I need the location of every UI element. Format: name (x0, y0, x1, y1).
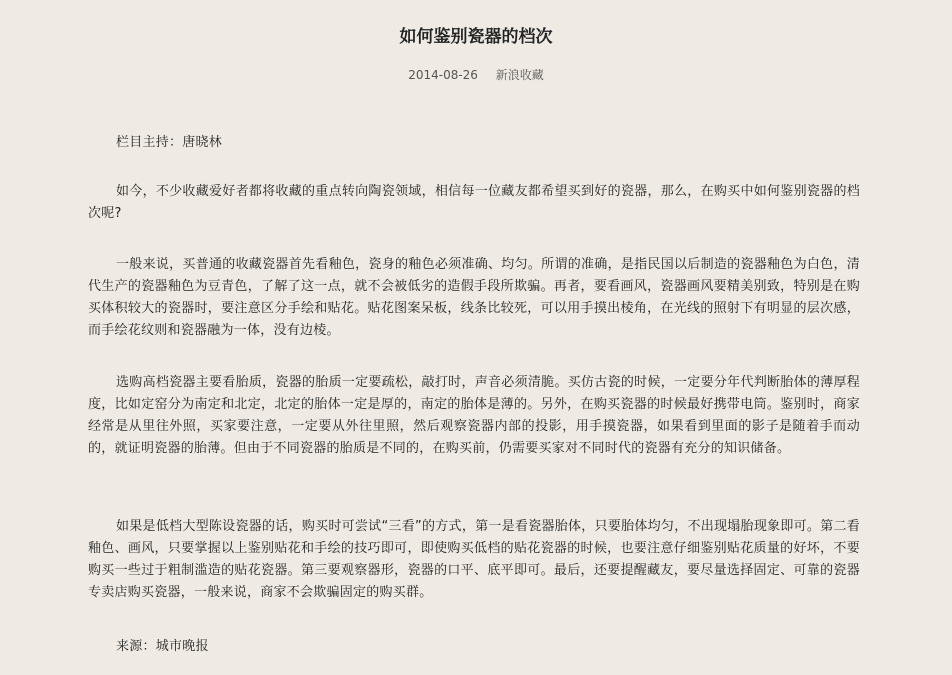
column-host-line: 栏目主持：唐晓林 (116, 135, 223, 150)
paragraph-three-checks: 如果是低档大型陈设瓷器的话，购买时可尝试“三看”的方式，第一是看瓷器胎体，只要胎体均匀，不出现塌胎现象即可。第二看釉色、画风，只要掌握以上鉴别贴花和手绘的技巧即可，即使购买低档的贴花瓷器的时候，也要注意仔细鉴别贴花质量的好坏，不要购买一些过于粗制滥造的贴花瓷器。第三要观察器形，瓷器的口平、底平即可。最后，还要提醒藏友，要尽量选择固定、可靠的瓷器专卖店购买瓷器，一般来说，商家不会欺骗固定的购买群。 (88, 519, 860, 600)
paragraph-glaze-and-painting: 一般来说，买普通的收藏瓷器首先看釉色，瓷身的釉色必须准确、均匀。所谓的准确，是指民国以后制造的瓷器釉色为白色，清代生产的瓷器釉色为豆青色，了解了这一点，就不会被低劣的造假手段所欺骗。再者，要看画风，瓷器画风要精美别致，特别是在购买体积较大的瓷器时，要注意区分手绘和贴花。贴花图案呆板，线条比较死，可以用手摸出棱角，在光线的照射下有明显的层次感，而手绘花纹则和瓷器融为一体，没有边棱。 (88, 257, 860, 338)
paragraph-body-quality: 选购高档瓷器主要看胎质，瓷器的胎质一定要疏松，敲打时，声音必须清脆。买仿古瓷的时候，一定要分年代判断胎体的薄厚程度，比如定窑分为南定和北定，北定的胎体一定是厚的，南定的胎体是薄的。另外，在购买瓷器的时候最好携带电筒。鉴别时，商家经常是从里往外照，买家要注意，一定要从外往里照，然后观察瓷器内部的投影，用手摸瓷器，如果看到里面的影子是随着手而动的，就证明瓷器的胎薄。但由于不同瓷器的胎质是不同的，在购买前，仍需要买家对不同时代的瓷器有充分的知识储备。 (88, 375, 860, 456)
article-meta (0, 66, 952, 84)
publish-date: 2014-08-26 (408, 68, 478, 82)
publisher-source: 新浪收藏 (495, 68, 544, 82)
paragraph-intro: 如今，不少收藏爱好者都将收藏的重点转向陶瓷领域，相信每一位藏友都希望买到好的瓷器，那么，在购买中如何鉴别瓷器的档次呢? (88, 184, 860, 221)
source-line: 来源：城市晚报 (116, 639, 209, 654)
article-title: 如何鉴别瓷器的档次 (399, 27, 553, 47)
